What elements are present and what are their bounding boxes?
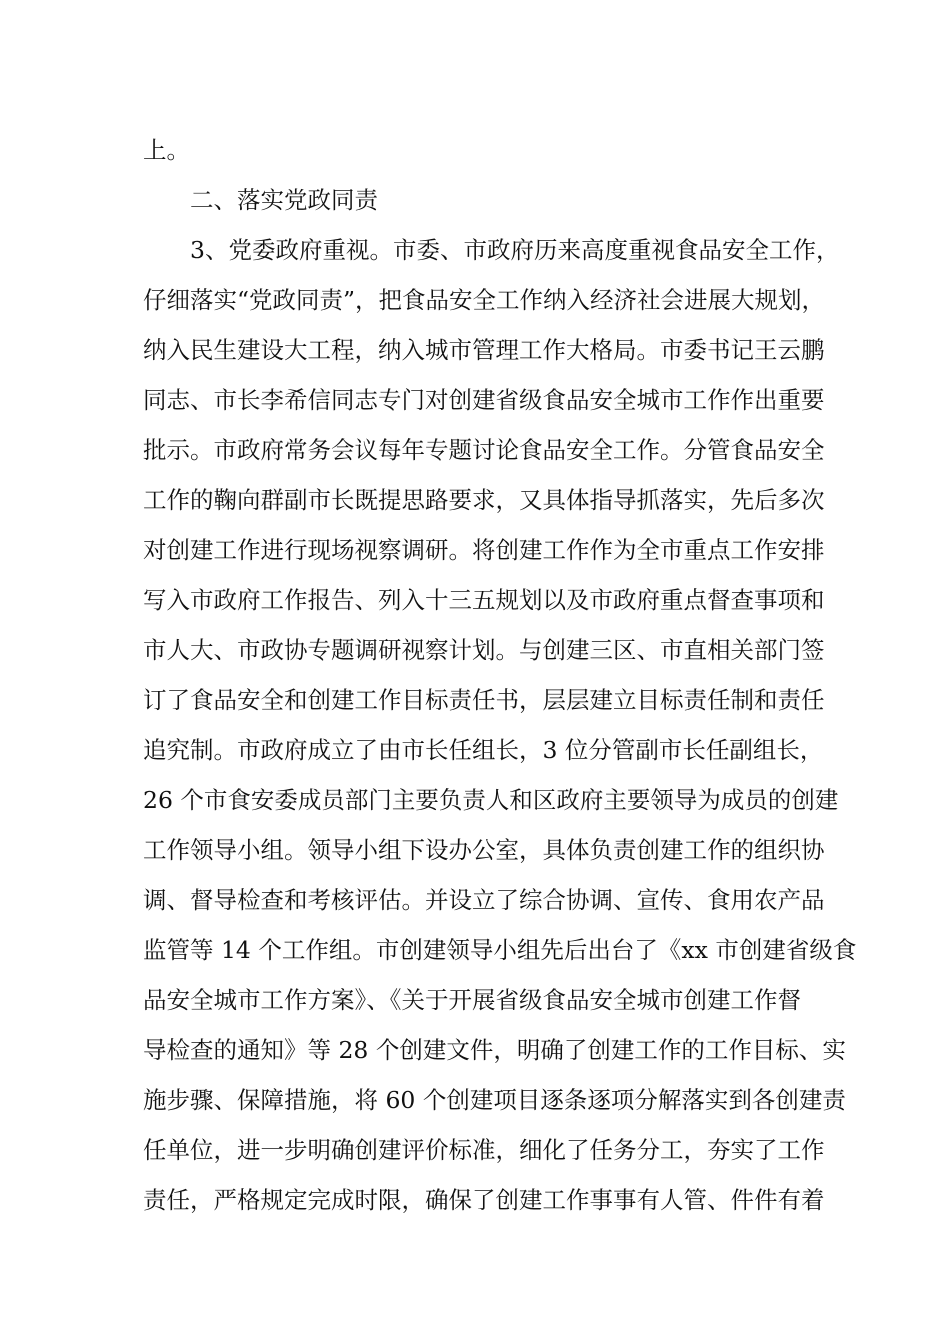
paragraph-line: 工作领导小组。领导小组下设办公室，具体负责创建工作的组织协: [143, 836, 825, 864]
paragraph-line: 责任，严格规定完成时限，确保了创建工作事事有人管、件件有着: [143, 1186, 825, 1214]
paragraph-line: 订了食品安全和创建工作目标责任书，层层建立目标责任制和责任: [143, 686, 825, 714]
paragraph-line: 仔细落实“党政同责”，把食品安全工作纳入经济社会进展大规划，: [143, 286, 826, 314]
paragraph-line: 监管等 14 个工作组。市创建领导小组先后出台了《xx 市创建省级食: [143, 936, 857, 964]
paragraph-line: 品安全城市工作方案》、《关于开展省级食品安全城市创建工作督: [143, 986, 801, 1014]
paragraph-line: 写入市政府工作报告、列入十三五规划以及市政府重点督查事项和: [143, 586, 825, 614]
paragraph-line: 调、督导检查和考核评估。并设立了综合协调、宣传、食用农产品: [143, 886, 825, 914]
paragraph-line: 施步骤、保障措施，将 60 个创建项目逐条逐项分解落实到各创建责: [143, 1086, 846, 1114]
paragraph-line: 批示。市政府常务会议每年专题讨论食品安全工作。分管食品安全: [143, 436, 825, 464]
paragraph-first-line: 3、党委政府重视。市委、市政府历来高度重视食品安全工作，: [190, 236, 840, 264]
paragraph-line: 纳入民生建设大工程，纳入城市管理工作大格局。市委书记王云鹏: [143, 336, 825, 364]
paragraph-line: 26 个市食安委成员部门主要负责人和区政府主要领导为成员的创建: [143, 786, 839, 814]
paragraph-line: 市人大、市政协专题调研视察计划。与创建三区、市直相关部门签: [143, 636, 825, 664]
paragraph-line: 对创建工作进行现场视察调研。将创建工作作为全市重点工作安排: [143, 536, 825, 564]
paragraph-line: 任单位，进一步明确创建评价标准，细化了任务分工，夯实了工作: [143, 1136, 825, 1164]
paragraph-continuation-line: 上。: [143, 136, 190, 164]
paragraph-line: 追究制。市政府成立了由市长任组长，3 位分管副市长任副组长，: [143, 736, 824, 764]
section-heading: 二、落实党政同责: [190, 186, 378, 214]
paragraph-line: 工作的鞠向群副市长既提思路要求，又具体指导抓落实，先后多次: [143, 486, 825, 514]
paragraph-line: 导检查的通知》等 28 个创建文件，明确了创建工作的工作目标、实: [143, 1036, 846, 1064]
paragraph-line: 同志、市长李希信同志专门对创建省级食品安全城市工作作出重要: [143, 386, 825, 414]
